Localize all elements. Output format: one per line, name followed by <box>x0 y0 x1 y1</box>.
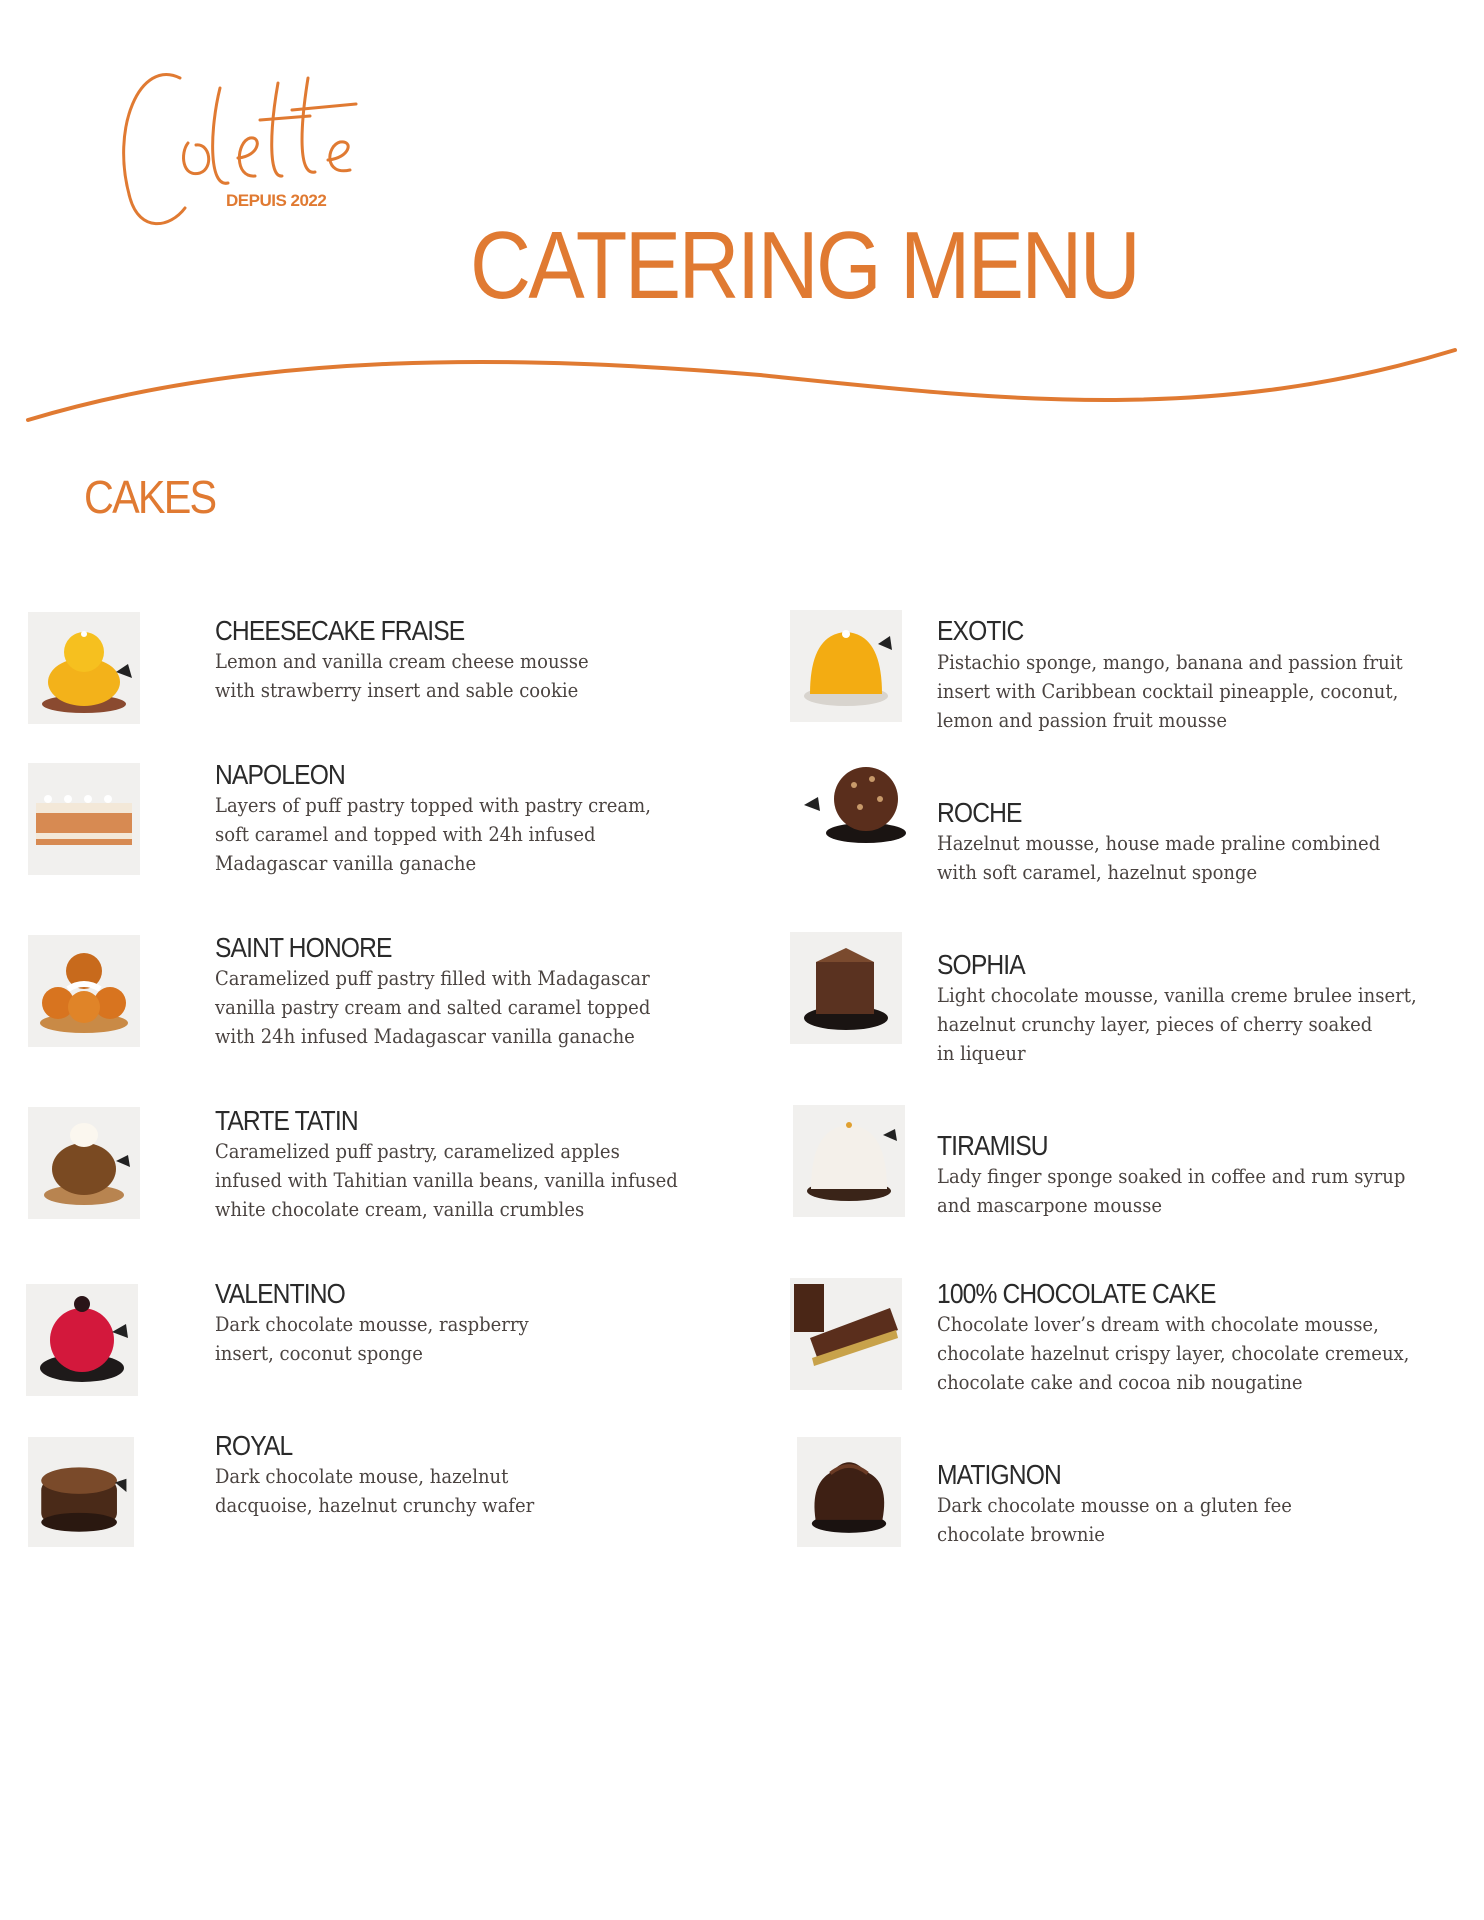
item-name: MATIGNON <box>937 1459 1061 1490</box>
item-name: TARTE TATIN <box>215 1105 358 1136</box>
royal-photo-icon <box>28 1437 134 1547</box>
since-label: DEPUIS 2022 <box>226 191 327 210</box>
item-description: Caramelized puff pastry filled with Madagascar vanilla pastry cream and salted caramel topped with 24h infused Madagascar vanilla ganache <box>215 966 651 1048</box>
tarte-tatin-photo-icon <box>28 1107 140 1219</box>
item-name: CHEESECAKE FRAISE <box>215 615 465 646</box>
item-description: Chocolate lover’s dream with chocolate mousse, chocolate hazelnut crispy layer, chocolate cremeux, chocolate cake and cocoa nib nougatine <box>937 1312 1410 1394</box>
page-title: CATERING MENU <box>470 212 1139 319</box>
item-description: Dark chocolate mousse on a gluten fee chocolate brownie <box>937 1493 1292 1546</box>
item-description: Dark chocolate mouse, hazelnut dacquoise, hazelnut crunchy wafer <box>215 1464 535 1517</box>
decorative-wave-divider <box>0 330 1484 430</box>
item-description: Caramelized puff pastry, caramelized apples infused with Tahitian vanilla beans, vanilla infused white chocolate cream, vanilla crumbles <box>215 1139 678 1221</box>
sophia-photo-icon <box>790 932 902 1044</box>
item-description: Lemon and vanilla cream cheese mousse with strawberry insert and sable cookie <box>215 649 589 702</box>
valentino-photo-icon <box>26 1284 138 1396</box>
item-description: Light chocolate mousse, vanilla creme brulee insert, hazelnut crunchy layer, pieces of cherry soaked in liqueur <box>937 983 1417 1065</box>
roche-photo-icon <box>800 755 920 855</box>
item-name: EXOTIC <box>937 615 1024 646</box>
matignon-photo-icon <box>797 1437 901 1547</box>
section-title-cakes: CAKES <box>84 471 216 523</box>
exotic-photo-icon <box>790 610 902 722</box>
item-name: SOPHIA <box>937 949 1025 980</box>
item-description: Dark chocolate mousse, raspberry insert, coconut sponge <box>215 1312 529 1365</box>
item-name: TIRAMISU <box>937 1130 1048 1161</box>
item-description: Layers of puff pastry topped with pastry cream, soft caramel and topped with 24h infused Madagascar vanilla ganache <box>215 793 651 875</box>
item-name: ROCHE <box>937 797 1022 828</box>
napoleon-photo-icon <box>28 763 140 875</box>
item-name: ROYAL <box>215 1430 293 1461</box>
item-description: Hazelnut mousse, house made praline combined with soft caramel, hazelnut sponge <box>937 831 1381 884</box>
item-description: Pistachio sponge, mango, banana and passion fruit insert with Caribbean cocktail pineapple, coconut, lemon and passion fruit mousse <box>937 650 1403 732</box>
chocolate-cake-photo-icon <box>790 1278 902 1390</box>
item-description: Lady finger sponge soaked in coffee and rum syrup and mascarpone mousse <box>937 1164 1406 1217</box>
cheesecake-fraise-photo-icon <box>28 612 140 724</box>
item-name: NAPOLEON <box>215 759 345 790</box>
tiramisu-photo-icon <box>793 1105 905 1217</box>
item-name: 100% CHOCOLATE CAKE <box>937 1278 1216 1309</box>
item-name: VALENTINO <box>215 1278 345 1309</box>
item-name: SAINT HONORE <box>215 932 392 963</box>
saint-honore-photo-icon <box>28 935 140 1047</box>
